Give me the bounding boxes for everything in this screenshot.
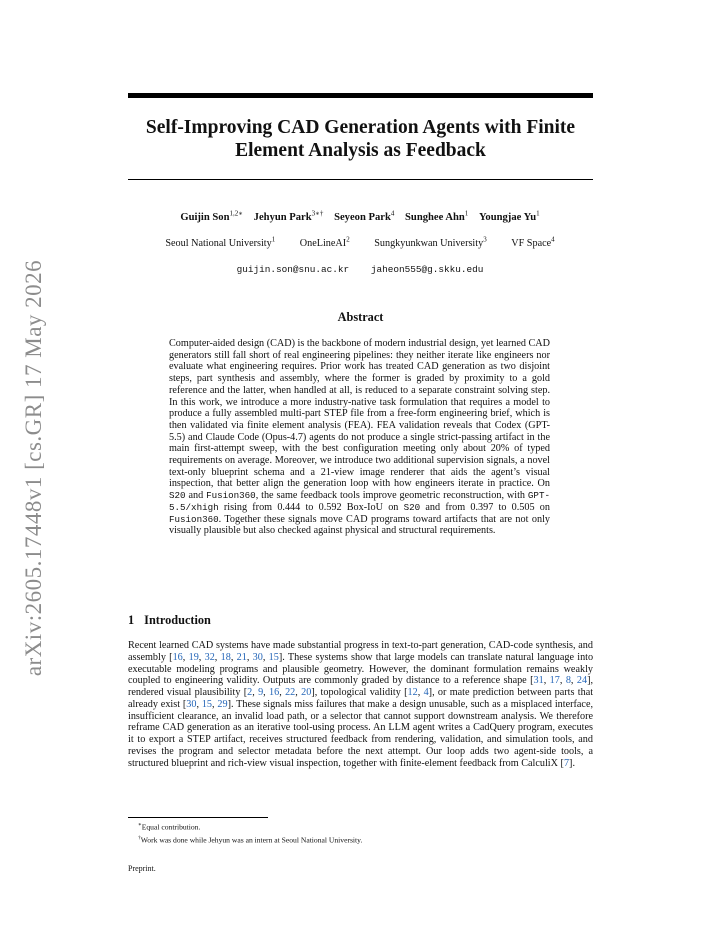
affiliation-name: Seoul National University: [165, 238, 272, 250]
abstract-text: . Together these signals move CAD programs toward artifacts that are not only visually plausible but also checked against physical and structural requirements.: [169, 513, 550, 537]
affiliation-list: [100, 236, 620, 249]
author-list: [100, 209, 620, 223]
citation[interactable]: 19: [188, 651, 199, 663]
affiliation-name: OneLineAI: [299, 238, 347, 250]
section-heading: [128, 613, 211, 628]
citation[interactable]: 29: [217, 698, 228, 710]
body-text: ]. These signals miss failures that make a design unusable, such as a misplaced interface, insufficient clearance, an invalid load path, or a selector that cannot support downstream analysis. We therefore reframe CAD generation as an iterative tool-using process. An LLM agent writes a CadQuery program, executes it to export a STEP artifact, receives structured feedback from rendering, validation, and simulation tools, and revises the program and selector metadata before the next attempt. Our loop adds two agent-side tools, a structured blueprint and rich-view visual inspection, together with finite-element feedback from CalculiX [: [128, 698, 594, 769]
dataset-name: S20: [169, 490, 186, 502]
affiliation-name: Sungkyunkwan University: [374, 238, 484, 250]
author: [253, 209, 324, 223]
abstract-text: Computer-aided design (CAD) is the backbone of modern industrial design, yet learned CAD generators still fall short of real engineering pipelines: they neither iterate like engineers nor evaluate what engineering requires. Prior work has treated CAD generation as two disjoint steps, part synthesis and assembly, where the former is graded by proximity to a gold reference and the latter, when handled at all, is reduced to a separate constraint solving step. In this work, we introduce a more industry-native task formulation that requires a model to produce a fully assembled multi-part STEP file from a free-form engineering brief, which is then validated via finite element analysis (FEA). FEA validation reveals that Codex (GPT-5.5) and Claude Code (Opus-4.7) agents do not produce a single strict-passing artifact in the main first-attempt sweep, with the best configuration meeting only about 20% of typed requirements on average. Moreover, we introduce two additional supervision signals, a novel text-only blueprint schema and a 21-view image renderer that aids the agent’s visual inspection, that better align the generation loop with how engineers iterate in practice. On: [169, 338, 550, 490]
citation[interactable]: 21: [236, 651, 247, 663]
abstract-body: [169, 338, 550, 537]
email-list: [100, 264, 620, 275]
title-bottom-rule: [128, 179, 593, 180]
preprint-label: Preprint.: [128, 864, 156, 873]
section-title: Introduction: [144, 613, 211, 627]
introduction-paragraph: Recent learned CAD systems have made substantial progress in text-to-part generation, CAD-code synthesis, and assembly [16, 19, 32, 18, 21, 30, 15]. These systems show that large models can translate natural language into executable modeling programs and plausible geometry. However, the dominant formulation remains weakly coupled to engineering validity. Outputs are commonly graded by distance to a reference shape [31, 17, 8, 24], rendered visual plausibility [2, 9, 16, 22, 20], topological validity [12, 4], or mate prediction between parts that already exist [30, 15, 29]. These signals miss failures that make a design unusable, such as a misplaced interface, insufficient clearance, an invalid load path, or a selector that cannot support downstream analysis. We therefore reframe CAD generation as an iterative tool-using process. An LLM agent writes a CadQuery program, executes it to export a STEP artifact, receives structured feedback from rendering, validation, and simulation tools, and revises the program and selector metadata before the next attempt. Our loop adds two agent-side tools, a structured blueprint and rich-view visual inspection, together with finite-element feedback from CalculiX [7].: [128, 640, 594, 769]
citation[interactable]: 20: [301, 687, 312, 698]
footnote-text: Equal contribution.: [141, 822, 201, 832]
citation[interactable]: 24: [576, 675, 588, 687]
email-address[interactable]: jaheon555@g.skku.edu: [370, 264, 484, 275]
footnote: [138, 833, 598, 846]
author-name: Guijin Son: [180, 211, 230, 223]
footnote-mark: ∗: [138, 822, 142, 828]
email-address[interactable]: guijin.son@snu.ac.kr: [236, 264, 350, 275]
author-mark: 3∗†: [311, 209, 324, 217]
citation[interactable]: 22: [285, 687, 296, 698]
abstract-heading: Abstract: [337, 310, 384, 324]
footnotes: [138, 820, 598, 845]
author-name: Seyeon Park: [334, 211, 391, 223]
author: [180, 209, 244, 223]
abstract-text: and: [185, 490, 207, 502]
title-top-rule: [128, 93, 593, 98]
citation[interactable]: 30: [252, 651, 263, 663]
section-number: 1: [128, 613, 135, 627]
body-text: ], topological validity [: [311, 687, 408, 698]
author-mark: 1: [464, 209, 469, 217]
author-name: Jehyun Park: [253, 211, 312, 223]
author: [478, 209, 540, 223]
abstract-text: , the same feedback tools improve geometric reconstruction, with: [255, 490, 528, 502]
citation[interactable]: 8: [565, 675, 571, 687]
arxiv-stamp: [14, 258, 54, 678]
paper-title: [128, 116, 593, 162]
affiliation: [374, 238, 486, 249]
affiliation: [511, 238, 554, 249]
affiliation-mark: 3: [483, 236, 487, 244]
footnote: [138, 820, 598, 833]
citation[interactable]: 31: [533, 675, 544, 687]
citation[interactable]: 15: [201, 698, 212, 710]
arxiv-identifier: arXiv:2605.17448v1 [cs.GR] 17 May 2026: [21, 259, 46, 677]
dataset-name: Fusion360: [206, 490, 256, 502]
body-text: Recent learned CAD systems have made substantial progress in text-to-part generation, CAD-code synthesis, and assembly [: [128, 640, 593, 663]
citation[interactable]: 15: [268, 651, 279, 663]
author-mark: 1,2∗: [229, 209, 244, 217]
footnote-mark: †: [138, 834, 141, 841]
affiliation-mark: 4: [551, 236, 555, 244]
author: [405, 209, 469, 223]
body-text: ], or mate prediction between parts that already exist [: [128, 687, 594, 710]
citation[interactable]: 18: [220, 651, 231, 663]
affiliation: [300, 238, 350, 249]
abstract-text: rising from 0.444 to 0.592 Box-IoU on: [218, 501, 404, 513]
citation[interactable]: 30: [186, 698, 197, 710]
affiliation-name: VF Space: [511, 238, 552, 250]
model-name: GPT-5.5/xhigh: [169, 490, 550, 513]
citation[interactable]: 12: [407, 687, 418, 698]
citation[interactable]: 16: [269, 687, 280, 698]
title-line-1: Self-Improving CAD Generation Agents with Finite: [145, 117, 576, 138]
affiliation: [165, 238, 275, 249]
author-mark: 1: [536, 209, 540, 217]
body-text: ].: [569, 757, 575, 769]
citation[interactable]: 9: [258, 687, 264, 698]
affiliation-mark: 2: [346, 236, 350, 244]
body-text: ], rendered visual plausibility [: [128, 675, 594, 698]
abstract-text: and from 0.397 to 0.505 on: [420, 501, 550, 513]
body-text: ]. These systems show that large models can translate natural language into executable modeling programs and plausible geometry. However, the dominant formulation remains weakly coupled to engineering validity. Outputs are commonly graded by distance to a reference shape [: [128, 651, 594, 687]
citation[interactable]: 2: [247, 687, 253, 698]
title-line-2: Element Analysis as Feedback: [235, 140, 486, 161]
citation[interactable]: 17: [549, 675, 560, 687]
author: [334, 209, 395, 223]
dataset-name: S20: [403, 501, 421, 513]
citation[interactable]: 16: [172, 651, 183, 663]
citation[interactable]: 4: [423, 687, 429, 698]
author-name: Youngjae Yu: [478, 211, 537, 223]
citation[interactable]: 32: [204, 651, 215, 663]
citation[interactable]: 7: [563, 757, 570, 769]
author-mark: 4: [390, 209, 395, 217]
footnote-text: Work was done while Jehyun was an intern at Seoul National University.: [140, 835, 363, 845]
footnote-rule: [128, 817, 268, 818]
affiliation-mark: 1: [271, 236, 276, 244]
dataset-name: Fusion360: [169, 513, 219, 525]
author-name: Sunghee Ahn: [405, 211, 465, 223]
